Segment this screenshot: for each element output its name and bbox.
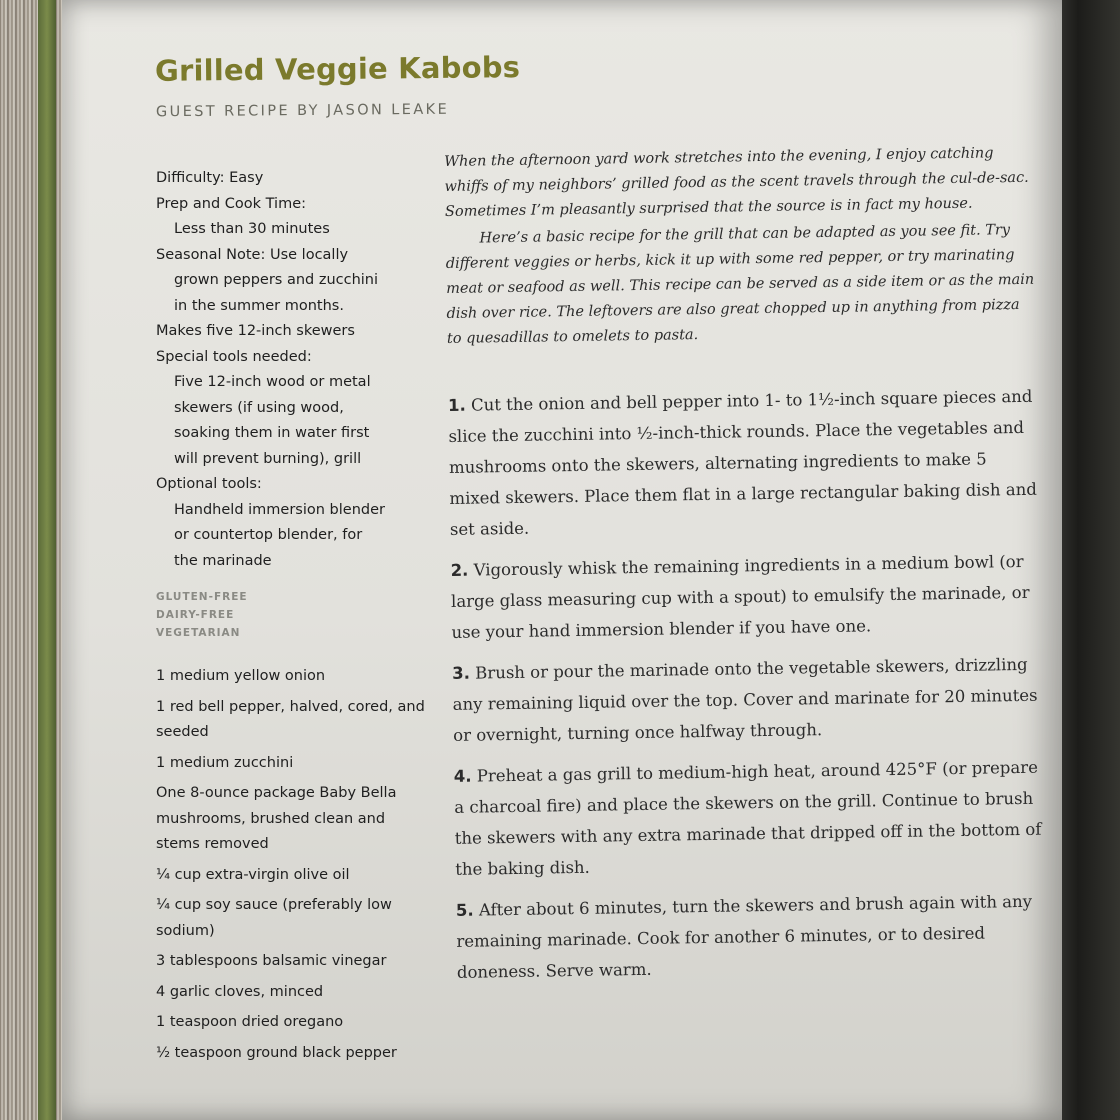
intro-paragraph: When the afternoon yard work stretches into the evening, I enjoy catching whiffs of my neighbors’ grilled food as the scent travels through the cul-de-sac. Sometimes I’m pleasantly surprised that the source is in fact my house. — [444, 145, 1029, 220]
meta-line: soaking them in water first — [174, 425, 370, 441]
step-number: 1. — [447, 395, 466, 415]
meta-line: skewers (if using wood, — [174, 399, 344, 416]
meta-line: or countertop blender, for — [174, 527, 363, 543]
step-number: 2. — [450, 560, 469, 580]
meta-line: will prevent burning), grill — [174, 450, 362, 467]
book-page — [62, 0, 1062, 1120]
recipe-meta — [156, 166, 426, 574]
ingredient-item: 1 red bell pepper, halved, cored, and seeded — [156, 698, 425, 740]
book-page-edges — [0, 0, 70, 1120]
ingredient-item: 1 teaspoon dried oregano — [156, 1014, 344, 1030]
ingredient-item: 3 tablespoons balsamic vinegar — [156, 953, 387, 969]
meta-line: Difficulty: Easy — [156, 170, 264, 186]
meta-line: Makes five 12-inch skewers — [156, 323, 355, 339]
meta-line: the marinade — [174, 552, 272, 569]
recipe-body — [444, 141, 1047, 998]
ingredient-item: One 8-ounce package Baby Bella mushrooms, brushed clean and stems removed — [156, 785, 397, 852]
diet-tags — [156, 588, 426, 642]
intro-paragraph: Here’s a basic recipe for the grill that can be adapted as you see fit. Try different veggies or herbs, kick it up with some red pepper, or try marinating meat or seafood as well. This recipe can be served as a side item or as the main dish over rice. The leftovers are also great chopped up in anything from pizza to quesadillas to omelets to pasta. — [445, 222, 1035, 347]
meta-line: Special tools needed: — [156, 348, 312, 365]
step-text: Preheat a gas grill to medium-high heat, around 425°F (or prepare a charcoal fire) and place the skewers on the grill. Continue to brush the skewers with any extra marinade that dripped off in the bottom of the baking dish. — [454, 757, 1042, 879]
ingredient-item: ¼ cup soy sauce (preferably low sodium) — [156, 897, 392, 939]
meta-line: grown peppers and zucchini — [174, 272, 379, 288]
step-item — [450, 546, 1041, 648]
ingredient-item: 4 garlic cloves, minced — [156, 983, 324, 1000]
meta-line: Prep and Cook Time: — [156, 195, 306, 212]
meta-line: Less than 30 minutes — [174, 221, 330, 237]
recipe-sidebar — [156, 166, 426, 1071]
meta-line: Optional tools: — [156, 476, 262, 492]
meta-line: Five 12-inch wood or metal — [174, 374, 371, 390]
step-text: Vigorously whisk the remaining ingredients in a medium bowl (or large glass measuring cup with a spout) to emulsify the marinade, or use your hand immersion blender if you have one. — [450, 551, 1030, 642]
step-item — [454, 752, 1046, 885]
ingredient-item: 1 medium zucchini — [156, 754, 294, 771]
step-number: 4. — [453, 766, 472, 786]
diet-tag: GLUTEN-FREE — [156, 591, 248, 603]
recipe-title: Grilled Veggie Kabobs — [154, 50, 521, 88]
step-item — [456, 886, 1047, 988]
meta-line: Seasonal Note: Use locally — [156, 246, 349, 263]
book-edge-band — [38, 0, 56, 1120]
step-text: Brush or pour the marinade onto the vegetable skewers, drizzling any remaining liquid over the top. Cover and marinate for 20 minutes or overnight, turning once halfway through. — [452, 654, 1038, 745]
meta-line: Handheld immersion blender — [174, 501, 385, 518]
step-item — [452, 649, 1043, 751]
recipe-intro — [444, 141, 1037, 352]
recipe-steps — [448, 381, 1047, 988]
step-text: After about 6 minutes, turn the skewers and brush again with any remaining marinade. Cook for another 6 minutes, or to desired doneness. Serve warm. — [456, 891, 1033, 982]
step-number: 3. — [452, 663, 471, 683]
meta-line: in the summer months. — [174, 297, 344, 314]
ingredient-item: ¼ cup extra-virgin olive oil — [156, 866, 350, 883]
ingredient-item: ½ teaspoon ground black pepper — [156, 1044, 397, 1061]
step-number: 5. — [455, 900, 474, 920]
ingredient-item: 1 medium yellow onion — [156, 668, 326, 684]
recipe-byline: GUEST RECIPE BY JASON LEAKE — [155, 101, 450, 121]
diet-tag: DAIRY-FREE — [156, 609, 235, 621]
step-item — [448, 381, 1040, 545]
ingredient-list — [156, 664, 426, 1066]
step-text: Cut the onion and bell pepper into 1- to 1½-inch square pieces and slice the zucchini into ½-inch-thick rounds. Place the vegetables and mushrooms onto the skewers, alternating ingredients to make 5 mixed skewers. Place them flat in a large rectangular baking dish and set aside. — [448, 386, 1037, 539]
diet-tag: VEGETARIAN — [156, 627, 241, 639]
